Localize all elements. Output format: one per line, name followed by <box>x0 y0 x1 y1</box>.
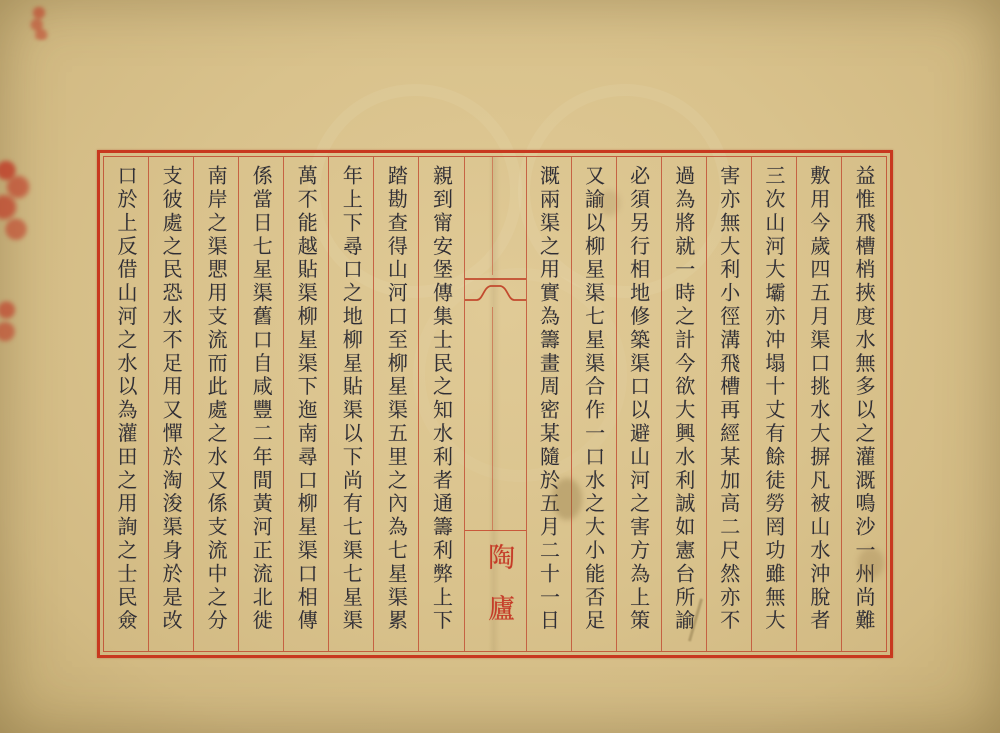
column-text: 係當日七星渠舊口自咸豐二年間黃河正流北徙 <box>249 165 274 633</box>
red-seal-mark <box>0 298 22 346</box>
column-text: 支彼處之民恐水不足用又憚於淘浚渠身於是改 <box>159 165 184 633</box>
column-text: 必須另行相地修築渠口以避山河之害方為上策 <box>626 165 651 633</box>
text-column <box>661 157 706 651</box>
text-column <box>841 157 886 651</box>
column-text: 又諭以柳星渠七星渠合作一口水之大小能否足 <box>581 165 606 633</box>
inner-border <box>103 156 887 652</box>
column-text: 溉兩渠之用實為籌畫周密某隨於五月二十一日 <box>536 165 561 633</box>
text-column <box>751 157 796 651</box>
column-text: 萬不能越貼渠柳星渠下迤南尋口柳星渠口相傳 <box>294 165 319 633</box>
red-ink-mark <box>28 6 50 40</box>
text-column <box>616 157 661 651</box>
fold-line <box>492 307 493 530</box>
column-grid <box>104 157 886 651</box>
red-seal-mark <box>0 152 34 244</box>
text-column <box>373 157 418 651</box>
text-column <box>238 157 283 651</box>
column-text: 益惟飛槽梢挾度水無多以之灌溉鳴沙一州尚難 <box>851 165 876 633</box>
text-column <box>328 157 373 651</box>
text-column <box>283 157 328 651</box>
column-text: 親到甯安堡傳集士民之知水利者通籌利弊上下 <box>429 165 454 633</box>
text-column <box>104 157 148 651</box>
column-text: 敷用今歲四五月渠口挑水大摒凡被山水沖脫者 <box>806 165 831 633</box>
fishtail-mark-icon <box>465 273 526 307</box>
column-text: 口於上反借山河之水以為灌田之用詢之士民僉 <box>114 165 139 633</box>
text-column <box>526 157 571 651</box>
text-column <box>706 157 751 651</box>
banxin-rule <box>465 530 526 531</box>
text-column <box>148 157 193 651</box>
column-text: 年上下尋口之地柳星貼渠以下尚有七渠七星渠 <box>339 165 364 633</box>
text-column <box>418 157 463 651</box>
column-text: 三次山河大壩亦冲塌十丈有餘徒勞罔功雖無大 <box>761 165 786 633</box>
text-column <box>796 157 841 651</box>
column-text: 踏勘查得山河口至柳星渠五里之內為七星渠累 <box>384 165 409 633</box>
fold-line <box>492 157 493 275</box>
column-text: 害亦無大利小徑溝飛槽再經某加高二尺然亦不 <box>716 165 741 633</box>
center-fold-column <box>464 157 526 651</box>
text-column <box>193 157 238 651</box>
ruled-frame <box>97 150 893 658</box>
text-column <box>571 157 616 651</box>
studio-name: 陶廬 <box>483 543 515 645</box>
column-text: 過為將就一時之計今欲大興水利誠如憲台所諭 <box>671 165 696 633</box>
column-text: 南岸之渠愳用支流而此處之水又係支流中之分 <box>204 165 229 633</box>
